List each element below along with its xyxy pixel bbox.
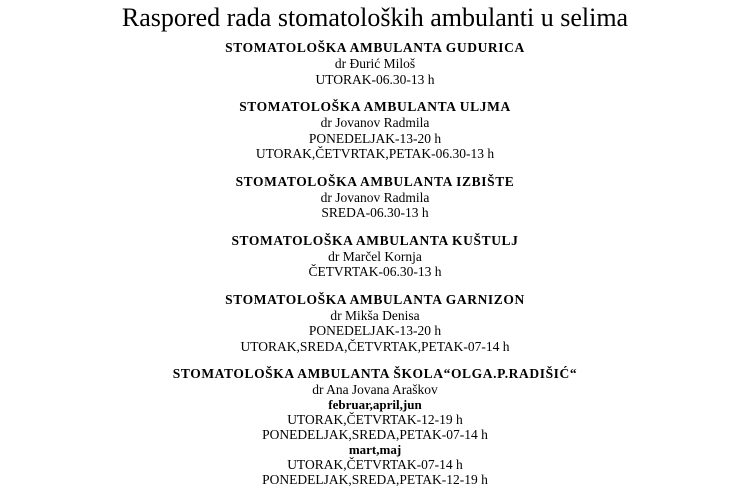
ambulance-name: STOMATOLOŠKA AMBULANTA ULJMA [239, 99, 511, 114]
schedule-line: UTORAK-06.30-13 h [315, 71, 435, 87]
ambulance-name: STOMATOLOŠKA AMBULANTA ŠKOLA“OLGA.P.RADIŠIĆ“ [172, 366, 578, 381]
schedule-line: UTORAK,ČETVRTAK-12-19 h [287, 411, 463, 427]
ambulance-block [0, 292, 750, 355]
schedule-line: ČETVRTAK-06.30-13 h [308, 264, 442, 279]
schedule-line: PONEDELJAK,SREDA,PETAK-12-19 h [262, 472, 488, 487]
schedule-line: dr Mikša Denisa [330, 307, 420, 323]
schedule-line: dr Jovanov Radmila [320, 189, 430, 205]
month-heading: februar,april,jun [328, 396, 422, 412]
page-title: Raspored rada stomatoloških ambulanti u selima [121, 3, 629, 32]
schedule-line: SREDA-06.30-13 h [321, 205, 429, 220]
schedule-line: dr Marčel Kornja [328, 248, 422, 264]
schedule-line: dr Ana Jovana Araškov [312, 382, 438, 397]
schedule-line: UTORAK,ČETVRTAK-07-14 h [287, 456, 463, 472]
ambulance-block [0, 366, 750, 488]
ambulance-block [0, 40, 750, 87]
schedule-line: UTORAK,ČETVRTAK,PETAK-06.30-13 h [255, 146, 495, 161]
month-heading: mart,maj [348, 441, 402, 457]
schedule-line: PONEDELJAK,SREDA,PETAK-07-14 h [262, 427, 488, 442]
ambulance-name: STOMATOLOŠKA AMBULANTA GUDURICA [225, 40, 525, 55]
ambulance-block [0, 99, 750, 162]
ambulance-block [0, 174, 750, 221]
schedule-line: UTORAK,SREDA,ČETVRTAK,PETAK-07-14 h [240, 338, 510, 354]
ambulance-block [0, 233, 750, 280]
schedule-line: PONEDELJAK-13-20 h [308, 130, 442, 146]
ambulance-name: STOMATOLOŠKA AMBULANTA KUŠTULJ [231, 232, 519, 248]
ambulance-name: STOMATOLOŠKA AMBULANTA GARNIZON [225, 291, 525, 307]
schedule-line: PONEDELJAK-13-20 h [308, 323, 442, 338]
schedule-line: dr Đurić Miloš [334, 56, 416, 71]
ambulance-name: STOMATOLOŠKA AMBULANTA IZBIŠTE [235, 173, 515, 189]
schedule-list [0, 40, 750, 500]
schedule-line: dr Jovanov Radmila [320, 115, 430, 130]
